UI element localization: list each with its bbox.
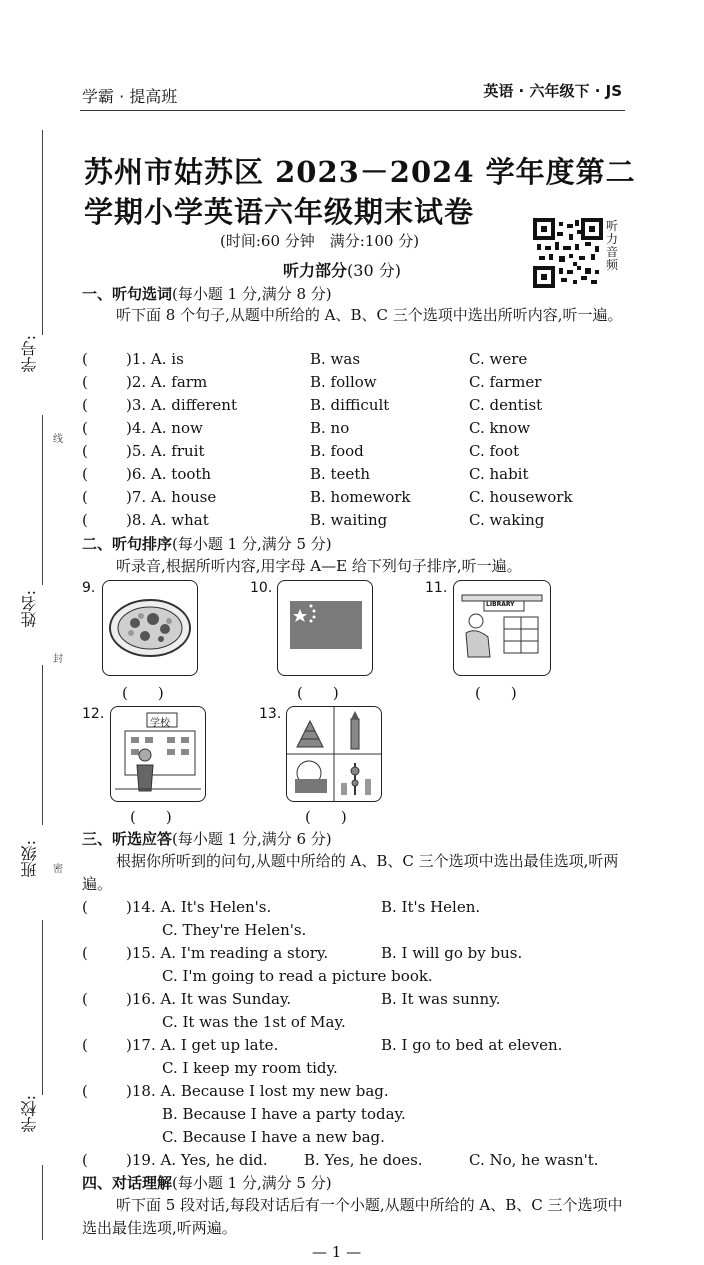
answer-bracket[interactable]: ( ) — [130, 808, 172, 826]
picture-number: 13. — [259, 706, 282, 722]
school-sign: 学校 — [150, 718, 170, 729]
page-number: — 1 — — [312, 1243, 362, 1261]
binding-mark: 线 — [53, 434, 63, 445]
answer-bracket[interactable]: ( ) — [122, 684, 164, 702]
exam-meta: (时间:60 分钟 满分:100 分) — [220, 232, 420, 250]
part-title: 听力部分(30 分) — [283, 261, 401, 280]
binding-line — [42, 665, 43, 825]
picture-food — [102, 580, 198, 676]
list-item: C. It was the 1st of May. — [162, 1013, 346, 1031]
binding-line — [42, 920, 43, 1095]
list-item: C. Because I have a new bag. — [162, 1128, 385, 1146]
school-label: 学校: — [20, 1095, 39, 1133]
list-item: C. They're Helen's. — [162, 921, 307, 939]
library-sign: LIBRARY — [486, 601, 515, 608]
section-2-instruction: 听录音,根据所听内容,用字母 A—E 给下列句子排序,听一遍。 — [116, 557, 522, 575]
answer-bracket[interactable]: ( ) — [475, 684, 517, 702]
list-item: B. Because I have a party today. — [162, 1105, 406, 1123]
section-1-instruction: 听下面 8 个句子,从题中所给的 A、B、C 三个选项中选出所听内容,听一遍。 — [116, 306, 623, 324]
qr-code-icon[interactable] — [533, 218, 603, 288]
section-4-title: 四、对话理解(每小题 1 分,满分 5 分) — [82, 1174, 332, 1192]
binding-line — [42, 415, 43, 585]
page-title-line2: 学期小学英语六年级期末试卷 — [84, 195, 475, 229]
picture-library — [453, 580, 551, 676]
section-4-instruction: 听下面 5 段对话,每段对话后有一个小题,从题中所给的 A、B、C 三个选项中选出最佳选项,听两遍。 — [82, 1196, 623, 1237]
picture-flag — [277, 580, 373, 676]
picture-landmarks — [286, 706, 382, 802]
section-1-title: 一、听句选词(每小题 1 分,满分 8 分) — [82, 285, 332, 303]
picture-number: 10. — [250, 580, 273, 596]
picture-number: 12. — [82, 706, 105, 722]
library-building-icon — [454, 581, 550, 675]
brand-logo: 学霸 · 提高班 — [82, 87, 178, 106]
class-label: 班级: — [20, 840, 39, 878]
picture-number: 9. — [82, 580, 96, 596]
answer-bracket[interactable]: ( ) — [297, 684, 339, 702]
subject-label: 英语 · 六年级下 · JS — [483, 82, 622, 100]
food-plate-icon — [103, 581, 197, 675]
binding-mark: 封 — [53, 654, 63, 665]
binding-line — [42, 1165, 43, 1240]
section-2-title: 二、听句排序(每小题 1 分,满分 5 分) — [82, 535, 332, 553]
picture-school — [110, 706, 206, 802]
binding-mark: 密 — [53, 864, 63, 875]
binding-line — [42, 130, 43, 335]
picture-number: 11. — [425, 580, 448, 596]
list-item: C. I'm going to read a picture book. — [162, 967, 433, 985]
name-label: 姓名: — [20, 590, 39, 628]
list-item: C. I keep my room tidy. — [162, 1059, 338, 1077]
answer-bracket[interactable]: ( ) — [305, 808, 347, 826]
section-3-title: 三、听选应答(每小题 1 分,满分 6 分) — [82, 830, 332, 848]
header-divider — [80, 110, 625, 111]
qr-label: 听 力 音 频 — [606, 219, 619, 272]
page-title-line1: 苏州市姑苏区 2023－2024 学年度第二 — [84, 155, 636, 189]
landmarks-icon — [287, 707, 381, 801]
section-3-instruction: 根据你所听到的问句,从题中所给的 A、B、C 三个选项中选出最佳选项,听两遍。 — [82, 852, 619, 893]
china-flag-icon — [278, 581, 372, 675]
student-no-label: 学号: — [20, 335, 39, 373]
